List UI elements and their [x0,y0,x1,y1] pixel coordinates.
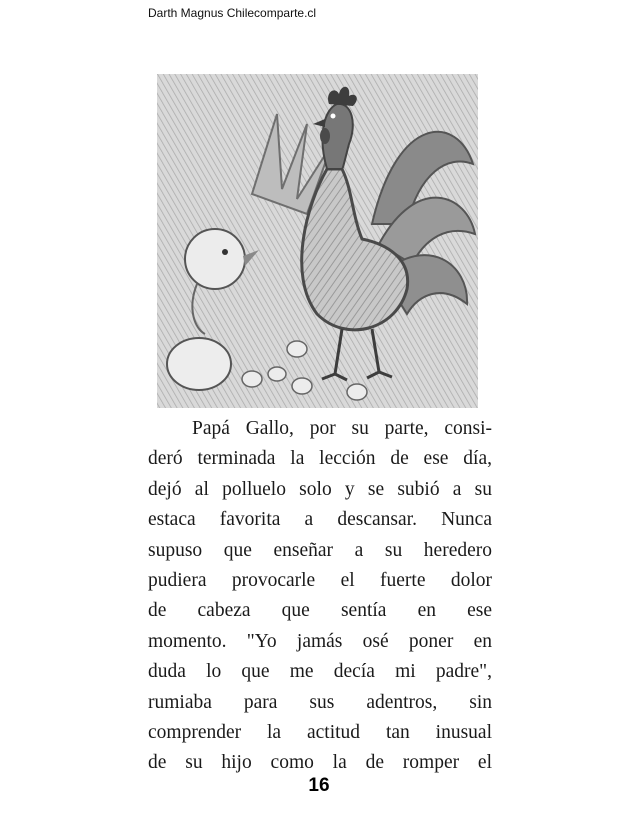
text-line: deró terminada la lección de ese día, [148,448,492,470]
rooster-chick-illustration [157,74,478,408]
text-line: de su hijo como la de romper el [148,752,492,774]
text-line: rumiaba para sus adentros, sin [148,691,492,713]
story-paragraph [148,414,492,779]
text-line: estaca favorita a descansar. Nunca [148,509,492,531]
text-line: Papá Gallo, por su parte, consi- [192,418,492,439]
text-line: duda lo que me decía mi padre", [148,661,492,683]
text-line: dejó al polluelo solo y se subió a su [148,478,492,500]
header-credit: Darth Magnus Chilecomparte.cl [148,6,317,20]
text-line: momento. "Yo jamás osé poner en [148,630,492,652]
text-line: comprender la actitud tan inusual [148,721,492,743]
text-line: de cabeza que sentía en ese [148,600,492,622]
text-line: pudiera provocarle el fuerte dolor [148,569,492,591]
text-line: supuso que enseñar a su heredero [148,539,492,561]
page-number: 16 [308,775,330,796]
